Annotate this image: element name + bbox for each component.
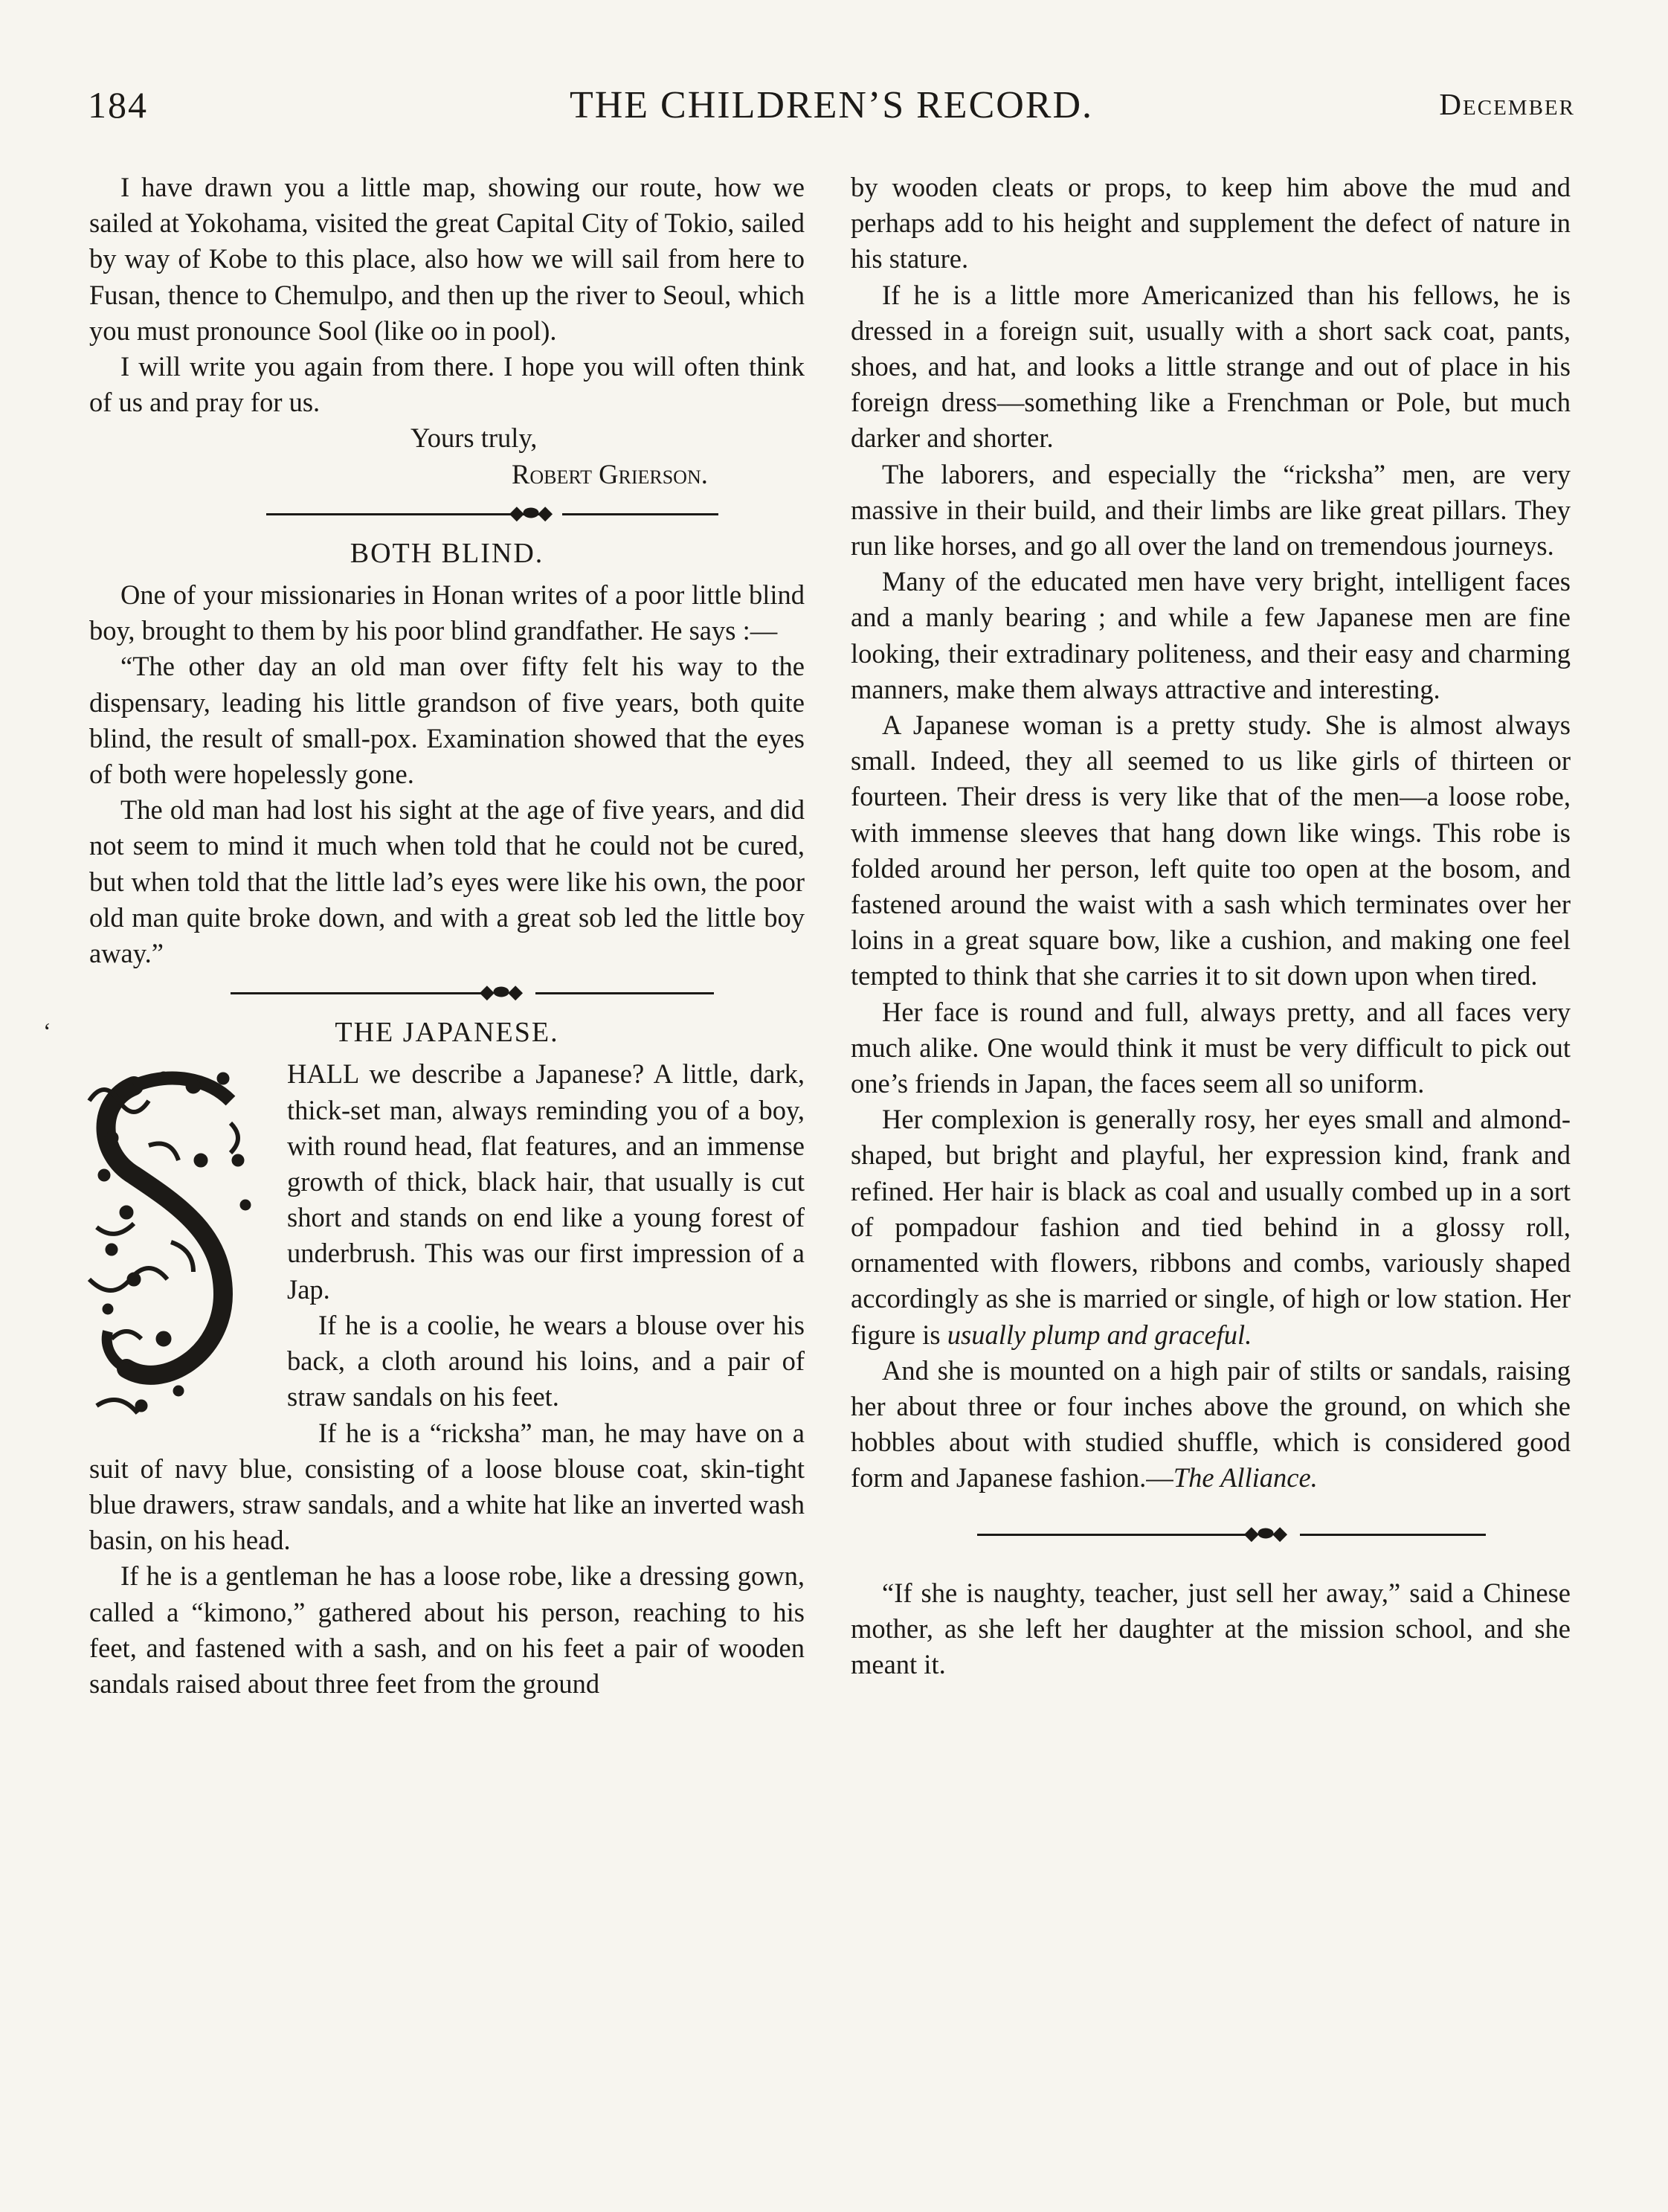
page-header	[88, 83, 1575, 135]
letter-closing-block	[89, 420, 805, 492]
running-title: THE CHILDREN’S RECORD.	[569, 84, 1094, 126]
letter-closing: Yours truly,	[410, 422, 538, 454]
article-paragraph-text: And she is mounted on a high pair of stilts or sandals, raising her about three or four inches above the ground, on which she hobbles about with studied shuffle, which is considered good form and Japanese fashion.—	[851, 1354, 1571, 1494]
section-divider: ◆⬬◆	[89, 498, 805, 530]
article-paragraph	[851, 1353, 1571, 1496]
section-heading-both-blind: BOTH BLIND.	[350, 537, 544, 569]
article-paragraph: If he is a “ricksha” man, he may have on a suit of navy blue, consisting of a loose blouse coat, skin-tight blue drawers, straw sandals, and a white hat like an inverted wash basin, on his head.	[89, 1417, 805, 1556]
page-number: 184	[88, 84, 148, 126]
stray-mark: ‘	[43, 1017, 51, 1045]
left-column	[43, 170, 805, 1702]
section-divider: ◆⬬◆	[851, 1519, 1571, 1550]
article-paragraph: If he is a little more Americanized than his fellows, he is dressed in a foreign suit, usually with a short sack coat, pants, shoes, and hat, and looks a little strange and out of place in his foreign dress—something like a Frenchman or Pole, but much darker and shorter.	[851, 279, 1571, 454]
letter-signature: Robert Grierson.	[512, 458, 708, 489]
article-paragraph	[851, 1102, 1571, 1352]
right-column	[851, 170, 1571, 1682]
issue-month: December	[1439, 87, 1575, 121]
section-divider: ◆⬬◆	[89, 977, 805, 1009]
ornamental-initial-icon	[82, 1056, 275, 1428]
article-paragraph: Her face is round and full, always pretty, and all faces very much alike. One would think it must be very difficult to pick out one’s friends in Japan, the faces seem all so uniform.	[851, 996, 1571, 1099]
article-paragraph: “The other day an old man over fifty felt his way to the dispensary, leading his little grandson of five years, both quite blind, the result of small-pox. Examination showed that the eyes of both were hopelessly gone.	[89, 651, 805, 790]
article-opening-text: HALL we describe a Japanese? A little, dark, thick-set man, always reminding you of a boy, with round head, flat features, and an immense growth of thick, black hair, that usually is cut short and stands on end like a young forest of underbrush. This was our first impression of a Jap.	[287, 1058, 805, 1305]
letter-paragraph: I will write you again from there. I hope you will often think of us and pray for us.	[89, 351, 805, 418]
source-attribution: The Alliance.	[1173, 1462, 1318, 1494]
article-paragraph: If he is a gentleman he has a loose robe, like a dressing gown, called a “kimono,” gathered about his person, reaching to his feet, and fastened with a sash, and on his feet a pair of wooden sandals raised about three feet from the ground	[89, 1560, 805, 1699]
article-paragraph: If he is a coolie, he wears a blouse over his back, a cloth around his loins, and a pair of straw sandals on his feet.	[287, 1309, 805, 1412]
article-paragraph: A Japanese woman is a pretty study. She is almost always small. Indeed, they all seemed to us like girls of thirteen or fourteen. Their dress is very like that of the men—a loose robe, with immense sleeves that hang down like wings. This robe is folded around her person, left quite too open at the bosom, and fastened around the waist with a sash which terminates over her loins in a great square bow, like a cushion, and making one feel tempted to think that she carries it to sit down upon when tired.	[851, 710, 1571, 991]
article-paragraph: Many of the educated men have very bright, intelligent faces and a manly bearing ; and while a few Japanese men are fine looking, their extradinary politeness, and their easy and charming manners, make them always attractive and interesting.	[851, 566, 1571, 704]
closing-quote: “If she is naughty, teacher, just sell her away,” said a Chinese mother, as she left her daughter at the mission school, and she meant it.	[851, 1577, 1571, 1679]
ornamental-dropcap-s	[82, 1056, 275, 1428]
article-paragraph-text: Her complexion is generally rosy, her eyes small and almond-shaped, but bright and playful, her expression kind, frank and refined. Her hair is black as coal and usually combed up in a sort of pompadour fashion and tied behind in a glossy roll, ornamented with flowers, ribbons and combs, variously shaped accordingly as she is married or single, of high or low station. Her figure is	[851, 1104, 1571, 1350]
section-heading-the-japanese: THE JAPANESE.	[335, 1017, 559, 1049]
article-continuation: by wooden cleats or props, to keep him above the mud and perhaps add to his height and supplement the defect of nature in his stature.	[851, 172, 1571, 274]
letter-paragraph: I have drawn you a little map, showing our route, how we sailed at Yokohama, visited the great Capital City of Tokio, sailed by way of Kobe to this place, also how we will sail from here to Fusan, thence to Chemulpo, and then up the river to Seoul, which you must pronounce Sool (like oo in pool).	[89, 172, 805, 346]
italic-phrase: usually plump and graceful.	[947, 1319, 1252, 1350]
article-paragraph: One of your missionaries in Honan writes of a poor little blind boy, brought to them by his poor blind grandfather. He says :—	[89, 579, 805, 646]
article-paragraph: The laborers, and especially the “ricksha” men, are very massive in their build, and their limbs are like great pillars. They run like horses, and go all over the land on tremendous journeys.	[851, 458, 1571, 562]
article-paragraph: The old man had lost his sight at the age of five years, and did not seem to mind it much when told that he could not be cured, but when told that the little lad’s eyes were like his own, the poor old man quite broke down, and with a great sob led the little boy away.”	[89, 794, 805, 969]
